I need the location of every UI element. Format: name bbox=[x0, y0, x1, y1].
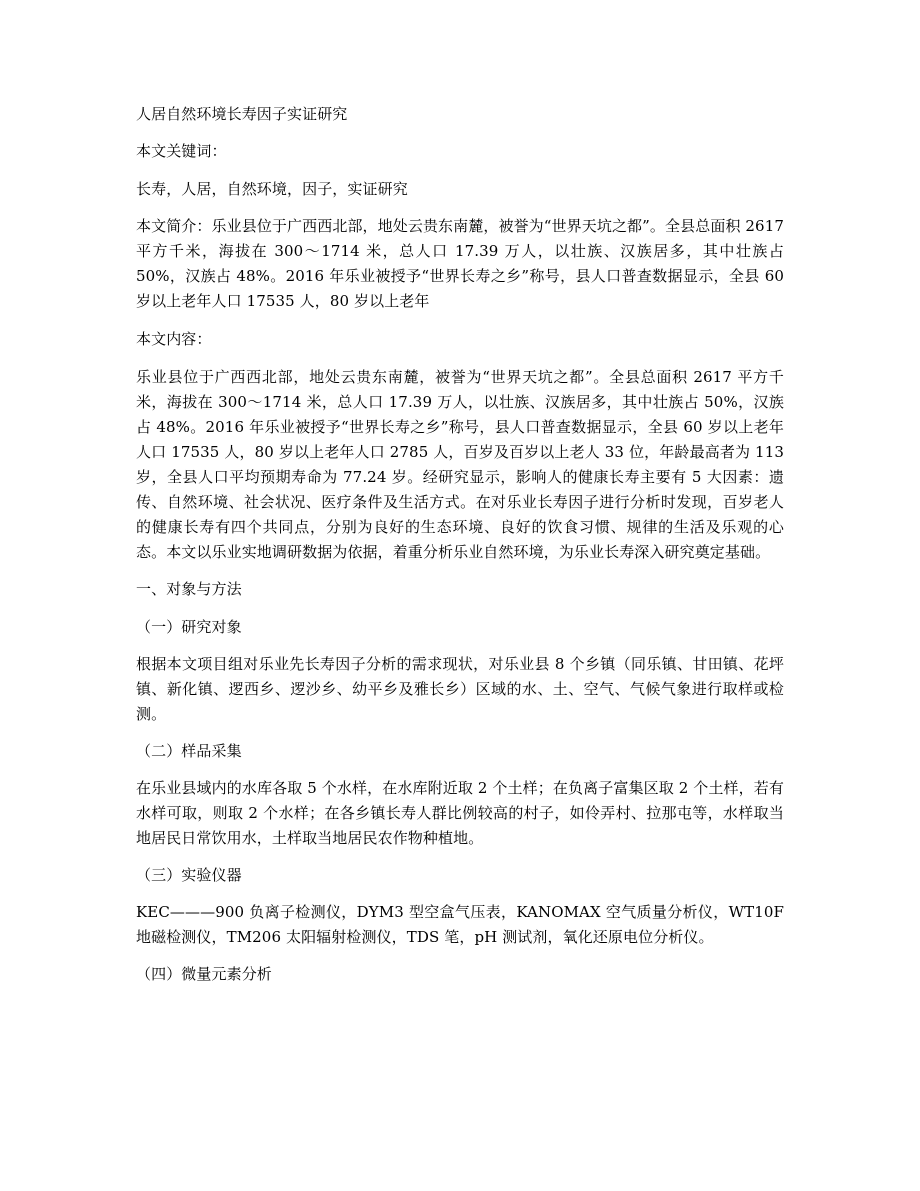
instruments-paragraph: KEC———900 负离子检测仪，DYM3 型空盒气压表，KANOMAX 空气质量分析仪，WT10F 地磁检测仪，TM206 太阳辐射检测仪，TDS 笔，pH 测试剂，氧化还原电位分析仪。 bbox=[136, 903, 784, 946]
subsection-heading-sampling: （二）样品采集 bbox=[136, 742, 242, 760]
content-heading: 本文内容： bbox=[136, 330, 212, 348]
document-title: 人居自然环境长寿因子实证研究 bbox=[136, 105, 348, 123]
keywords-heading: 本文关键词： bbox=[136, 142, 227, 160]
subjects-paragraph: 根据本文项目组对乐业先长寿因子分析的需求现状，对乐业县 8 个乡镇（同乐镇、甘田镇、花坪镇、新化镇、逻西乡、逻沙乡、幼平乡及雅长乡）区域的水、土、空气、气候气象进行取样或检测。 bbox=[136, 655, 784, 723]
section-heading-methods: 一、对象与方法 bbox=[136, 580, 242, 598]
subsection-heading-instruments: （三）实验仪器 bbox=[136, 866, 242, 884]
subsection-heading-subjects: （一）研究对象 bbox=[136, 618, 242, 636]
keywords-text: 长寿，人居，自然环境，因子，实证研究 bbox=[136, 180, 408, 198]
content-paragraph: 乐业县位于广西西北部，地处云贵东南麓，被誉为“世界天坑之都”。全县总面积 2617 平方千米，海拔在 300～1714 米，总人口 17.39 万人，以壮族、汉族居多，其中壮族占 50%，汉族占 48%。2016 年乐业被授予“世界长寿之乡”称号，县人口普查数据显示，全县 60 岁以上老年人口 17535 人，80 岁以上老年人口 2785 人，百岁及百岁以上老人 33 位，年龄最高者为 113 岁，全县人口平均预期寿命为 77.24 岁。经研究显示，影响人的健康长寿主要有 5 大因素：遗传、自然环境、社会状况、医疗条件及生活方式。在对乐业长寿因子进行分析时发现，百岁老人的健康长寿有四个共同点，分别为良好的生态环境、良好的饮食习惯、规律的生活及乐观的心态。本文以乐业实地调研数据为依据，着重分析乐业自然环境，为乐业长寿深入研究奠定基础。 bbox=[136, 368, 784, 561]
document-page bbox=[136, 102, 784, 999]
sampling-paragraph: 在乐业县域内的水库各取 5 个水样，在水库附近取 2 个土样；在负离子富集区取 2 个土样，若有水样可取，则取 2 个水样；在各乡镇长寿人群比例较高的村子，如伶弄村、拉那屯等，水样取当地居民日常饮用水，土样取当地居民农作物种植地。 bbox=[136, 779, 784, 847]
abstract-paragraph: 本文简介：乐业县位于广西西北部，地处云贵东南麓，被誉为“世界天坑之都”。全县总面积 2617 平方千米，海拔在 300～1714 米，总人口 17.39 万人，以壮族、汉族居多，其中壮族占 50%，汉族占 48%。2016 年乐业被授予“世界长寿之乡”称号，县人口普查数据显示，全县 60 岁以上老年人口 17535 人，80 岁以上老年 bbox=[136, 217, 784, 310]
subsection-heading-trace-elements: （四）微量元素分析 bbox=[136, 965, 272, 983]
